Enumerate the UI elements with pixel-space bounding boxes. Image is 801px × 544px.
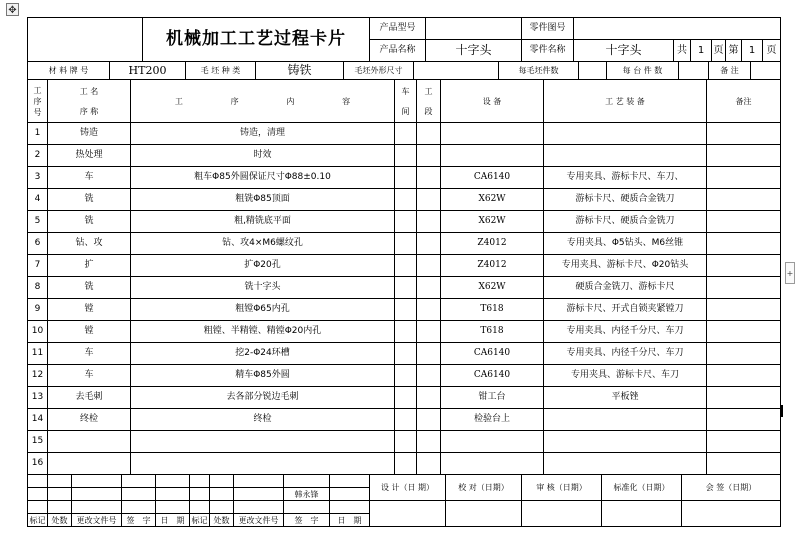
- step-number: 13: [28, 387, 48, 409]
- step-content: [131, 453, 395, 475]
- step-content: 终检: [131, 409, 395, 431]
- workshop-cell[interactable]: [395, 453, 417, 475]
- material-no-label: 材 料 牌 号: [28, 62, 110, 80]
- remark-value[interactable]: [751, 62, 781, 80]
- workshop-cell[interactable]: [395, 233, 417, 255]
- notes-cell[interactable]: [707, 431, 781, 453]
- step-equipment: [441, 453, 544, 475]
- workshop-cell[interactable]: [395, 255, 417, 277]
- step-tooling: [544, 431, 707, 453]
- footer-label: 签 字: [122, 514, 156, 527]
- step-tooling: 游标卡尺、硬质合金铣刀: [544, 189, 707, 211]
- step-content: 挖2-Φ24环槽: [131, 343, 395, 365]
- process-table: [27, 79, 781, 475]
- header-section: 工 段: [417, 80, 441, 123]
- title-block: [27, 17, 781, 62]
- table-row: [28, 343, 781, 365]
- step-number: 3: [28, 167, 48, 189]
- step-tooling: 游标卡尺、硬质合金铣刀: [544, 211, 707, 233]
- table-row: [28, 387, 781, 409]
- notes-cell[interactable]: [707, 277, 781, 299]
- header-content: 工 序 内 容: [131, 80, 395, 123]
- table-row: [28, 321, 781, 343]
- step-tooling: 专用夹具、内径千分尺、车刀: [544, 321, 707, 343]
- step-equipment: X62W: [441, 211, 544, 233]
- design-date-value[interactable]: [370, 501, 446, 527]
- notes-cell[interactable]: [707, 189, 781, 211]
- workshop-cell[interactable]: [395, 321, 417, 343]
- check-date-value[interactable]: [446, 501, 522, 527]
- step-equipment: X62W: [441, 277, 544, 299]
- workshop-cell[interactable]: [395, 167, 417, 189]
- cursor-marker: [781, 405, 783, 417]
- step-tooling: 硬质合金铣刀、游标卡尺: [544, 277, 707, 299]
- side-expand-button[interactable]: +: [785, 262, 795, 284]
- workshop-cell[interactable]: [395, 189, 417, 211]
- table-row: [28, 299, 781, 321]
- step-content: 粗车Φ85外圆保证尺寸Φ88±0.10: [131, 167, 395, 189]
- step-number: 1: [28, 123, 48, 145]
- page-label: 第: [726, 40, 742, 62]
- page-number[interactable]: 1: [742, 40, 763, 62]
- step-number: 7: [28, 255, 48, 277]
- material-row: [27, 61, 781, 80]
- per-unit-label: 每 台 件 数: [607, 62, 679, 80]
- step-equipment: Z4012: [441, 233, 544, 255]
- step-number: 11: [28, 343, 48, 365]
- section-cell[interactable]: [417, 167, 441, 189]
- step-name: 热处理: [48, 145, 131, 167]
- per-unit-value[interactable]: [679, 62, 709, 80]
- countersign-date-label: 会 签（日期）: [682, 475, 781, 501]
- footer-label: 日 期: [330, 514, 370, 527]
- footer-label: 处数: [48, 514, 72, 527]
- step-number: 12: [28, 365, 48, 387]
- part-name-label: 零件名称: [522, 40, 574, 62]
- step-tooling: [544, 409, 707, 431]
- section-cell[interactable]: [417, 255, 441, 277]
- table-row: [28, 211, 781, 233]
- table-row: [28, 123, 781, 145]
- step-name: 镗: [48, 299, 131, 321]
- section-cell[interactable]: [417, 387, 441, 409]
- step-content: 粗,精铣底平面: [131, 211, 395, 233]
- section-cell[interactable]: [417, 277, 441, 299]
- step-name: 终检: [48, 409, 131, 431]
- product-model-label: 产品型号: [370, 18, 426, 40]
- header-tooling: 工 艺 装 备: [544, 80, 707, 123]
- section-cell[interactable]: [417, 365, 441, 387]
- table-row: [28, 255, 781, 277]
- notes-cell[interactable]: [707, 387, 781, 409]
- section-cell[interactable]: [417, 189, 441, 211]
- step-name: [48, 431, 131, 453]
- step-name: 去毛刺: [48, 387, 131, 409]
- step-tooling: 专用夹具、游标卡尺、车刀、: [544, 167, 707, 189]
- header-workshop: 车 间: [395, 80, 417, 123]
- section-cell[interactable]: [417, 431, 441, 453]
- step-content: 铣十字头: [131, 277, 395, 299]
- step-tooling: 专用夹具、内径千分尺、车刀: [544, 343, 707, 365]
- step-tooling: 专用夹具、游标卡尺、Φ20钻头: [544, 255, 707, 277]
- notes-cell[interactable]: [707, 453, 781, 475]
- step-tooling: 专用夹具、Φ5钻头、M6丝锥: [544, 233, 707, 255]
- step-name: 车: [48, 343, 131, 365]
- step-equipment: CA6140: [441, 167, 544, 189]
- product-name-label: 产品名称: [370, 40, 426, 62]
- step-number: 14: [28, 409, 48, 431]
- product-model-value[interactable]: [426, 18, 522, 40]
- blank-type-value[interactable]: 铸铁: [256, 62, 344, 80]
- notes-cell[interactable]: [707, 321, 781, 343]
- move-handle-icon[interactable]: ✥: [6, 3, 19, 16]
- step-number: 2: [28, 145, 48, 167]
- section-cell[interactable]: [417, 343, 441, 365]
- step-content: 铸造，清理: [131, 123, 395, 145]
- step-tooling: [544, 145, 707, 167]
- step-number: 4: [28, 189, 48, 211]
- workshop-cell[interactable]: [395, 211, 417, 233]
- table-row: [28, 277, 781, 299]
- step-equipment: X62W: [441, 189, 544, 211]
- step-name: 镗: [48, 321, 131, 343]
- step-number: 9: [28, 299, 48, 321]
- section-cell[interactable]: [417, 123, 441, 145]
- header-notes: 备注: [707, 80, 781, 123]
- notes-cell[interactable]: [707, 365, 781, 387]
- design-date-label: 设 计（日 期）: [370, 475, 446, 501]
- notes-cell[interactable]: [707, 255, 781, 277]
- table-row: [28, 431, 781, 453]
- workshop-cell[interactable]: [395, 431, 417, 453]
- step-tooling: 专用夹具、游标卡尺、车刀: [544, 365, 707, 387]
- step-name: 车: [48, 167, 131, 189]
- part-drawing-no-label: 零件图号: [522, 18, 574, 40]
- footer-signoff: [27, 474, 781, 527]
- total-page-unit: 页: [712, 40, 726, 62]
- parts-per-blank-value[interactable]: [579, 62, 607, 80]
- page-unit: 页: [763, 40, 781, 62]
- section-cell[interactable]: [417, 299, 441, 321]
- step-equipment: [441, 431, 544, 453]
- step-equipment: T618: [441, 321, 544, 343]
- blank-type-label: 毛 坯 种 类: [186, 62, 256, 80]
- step-equipment: Z4012: [441, 255, 544, 277]
- step-content: 去各部分锐边毛刺: [131, 387, 395, 409]
- step-name: 钻、攻: [48, 233, 131, 255]
- designer-signature: 韩永锋: [284, 488, 330, 501]
- section-cell[interactable]: [417, 453, 441, 475]
- step-equipment: [441, 145, 544, 167]
- notes-cell[interactable]: [707, 167, 781, 189]
- step-number: 15: [28, 431, 48, 453]
- footer-label: 签 字: [284, 514, 330, 527]
- step-number: 16: [28, 453, 48, 475]
- step-number: 10: [28, 321, 48, 343]
- blank-cell: [28, 18, 143, 62]
- workshop-cell[interactable]: [395, 123, 417, 145]
- section-cell[interactable]: [417, 321, 441, 343]
- table-row: [28, 365, 781, 387]
- header-equipment: 设 备: [441, 80, 544, 123]
- step-equipment: CA6140: [441, 365, 544, 387]
- workshop-cell[interactable]: [395, 387, 417, 409]
- blank-size-value[interactable]: [414, 62, 499, 80]
- material-no-value[interactable]: HT200: [110, 62, 186, 80]
- step-content: 精车Φ85外圆: [131, 365, 395, 387]
- standard-date-value[interactable]: [602, 501, 682, 527]
- step-name: 扩: [48, 255, 131, 277]
- workshop-cell[interactable]: [395, 365, 417, 387]
- step-name: [48, 453, 131, 475]
- table-row: [28, 453, 781, 475]
- workshop-cell[interactable]: [395, 145, 417, 167]
- step-name: 铸造: [48, 123, 131, 145]
- workshop-cell[interactable]: [395, 409, 417, 431]
- step-content: [131, 431, 395, 453]
- workshop-cell[interactable]: [395, 277, 417, 299]
- step-number: 5: [28, 211, 48, 233]
- table-row: [28, 167, 781, 189]
- section-cell[interactable]: [417, 211, 441, 233]
- footer-label: 更改文件号: [72, 514, 122, 527]
- review-date-value[interactable]: [522, 501, 602, 527]
- countersign-date-value[interactable]: [682, 501, 781, 527]
- header-seq: 工 序 号: [28, 80, 48, 123]
- step-tooling: [544, 453, 707, 475]
- step-equipment: [441, 123, 544, 145]
- check-date-label: 校 对（日期）: [446, 475, 522, 501]
- footer-label: 更改文件号: [234, 514, 284, 527]
- step-equipment: 检验台上: [441, 409, 544, 431]
- step-tooling: [544, 123, 707, 145]
- product-name-value[interactable]: 十字头: [426, 40, 522, 62]
- card-title: 机械加工工艺过程卡片: [143, 18, 370, 62]
- step-number: 6: [28, 233, 48, 255]
- footer-label: 标记: [29, 515, 46, 525]
- step-equipment: T618: [441, 299, 544, 321]
- step-equipment: 钳工台: [441, 387, 544, 409]
- footer-label: 标记: [191, 515, 208, 525]
- notes-cell[interactable]: [707, 409, 781, 431]
- step-tooling: 平板锉: [544, 387, 707, 409]
- notes-cell[interactable]: [707, 211, 781, 233]
- total-label: 共: [674, 40, 691, 62]
- remark-label: 备 注: [709, 62, 751, 80]
- step-name: 车: [48, 365, 131, 387]
- table-row: [28, 233, 781, 255]
- notes-cell[interactable]: [707, 343, 781, 365]
- notes-cell[interactable]: [707, 299, 781, 321]
- section-cell[interactable]: [417, 145, 441, 167]
- table-row: [28, 409, 781, 431]
- standard-date-label: 标准化（日期）: [602, 475, 682, 501]
- step-number: 8: [28, 277, 48, 299]
- process-card: [27, 17, 781, 527]
- step-tooling: 游标卡尺、开式自锁夹紧镗刀: [544, 299, 707, 321]
- review-date-label: 审 核（日期）: [522, 475, 602, 501]
- notes-cell[interactable]: [707, 233, 781, 255]
- step-content: 扩Φ20孔: [131, 255, 395, 277]
- step-content: 粗铣Φ85顶面: [131, 189, 395, 211]
- table-row: [28, 145, 781, 167]
- notes-cell[interactable]: [707, 145, 781, 167]
- parts-per-blank-label: 每毛坯件数: [499, 62, 579, 80]
- notes-cell[interactable]: [707, 123, 781, 145]
- section-cell[interactable]: [417, 409, 441, 431]
- step-content: 粗镗Φ65内孔: [131, 299, 395, 321]
- step-content: 时效: [131, 145, 395, 167]
- footer-label: 处数: [210, 514, 234, 527]
- step-equipment: CA6140: [441, 343, 544, 365]
- blank-size-label: 毛坯外形尺寸: [344, 62, 414, 80]
- step-name: 铣: [48, 189, 131, 211]
- part-name-value[interactable]: 十字头: [574, 40, 674, 62]
- step-content: 钻、攻4×M6螺纹孔: [131, 233, 395, 255]
- footer-label: 日 期: [156, 514, 190, 527]
- section-cell[interactable]: [417, 233, 441, 255]
- workshop-cell[interactable]: [395, 299, 417, 321]
- step-name: 铣: [48, 211, 131, 233]
- step-content: 粗镗、半精镗、精镗Φ20内孔: [131, 321, 395, 343]
- header-name: 工 名 序 称: [48, 80, 131, 123]
- table-row: [28, 189, 781, 211]
- step-name: 铣: [48, 277, 131, 299]
- part-drawing-no-value[interactable]: [574, 18, 781, 40]
- total-pages[interactable]: 1: [691, 40, 712, 62]
- workshop-cell[interactable]: [395, 343, 417, 365]
